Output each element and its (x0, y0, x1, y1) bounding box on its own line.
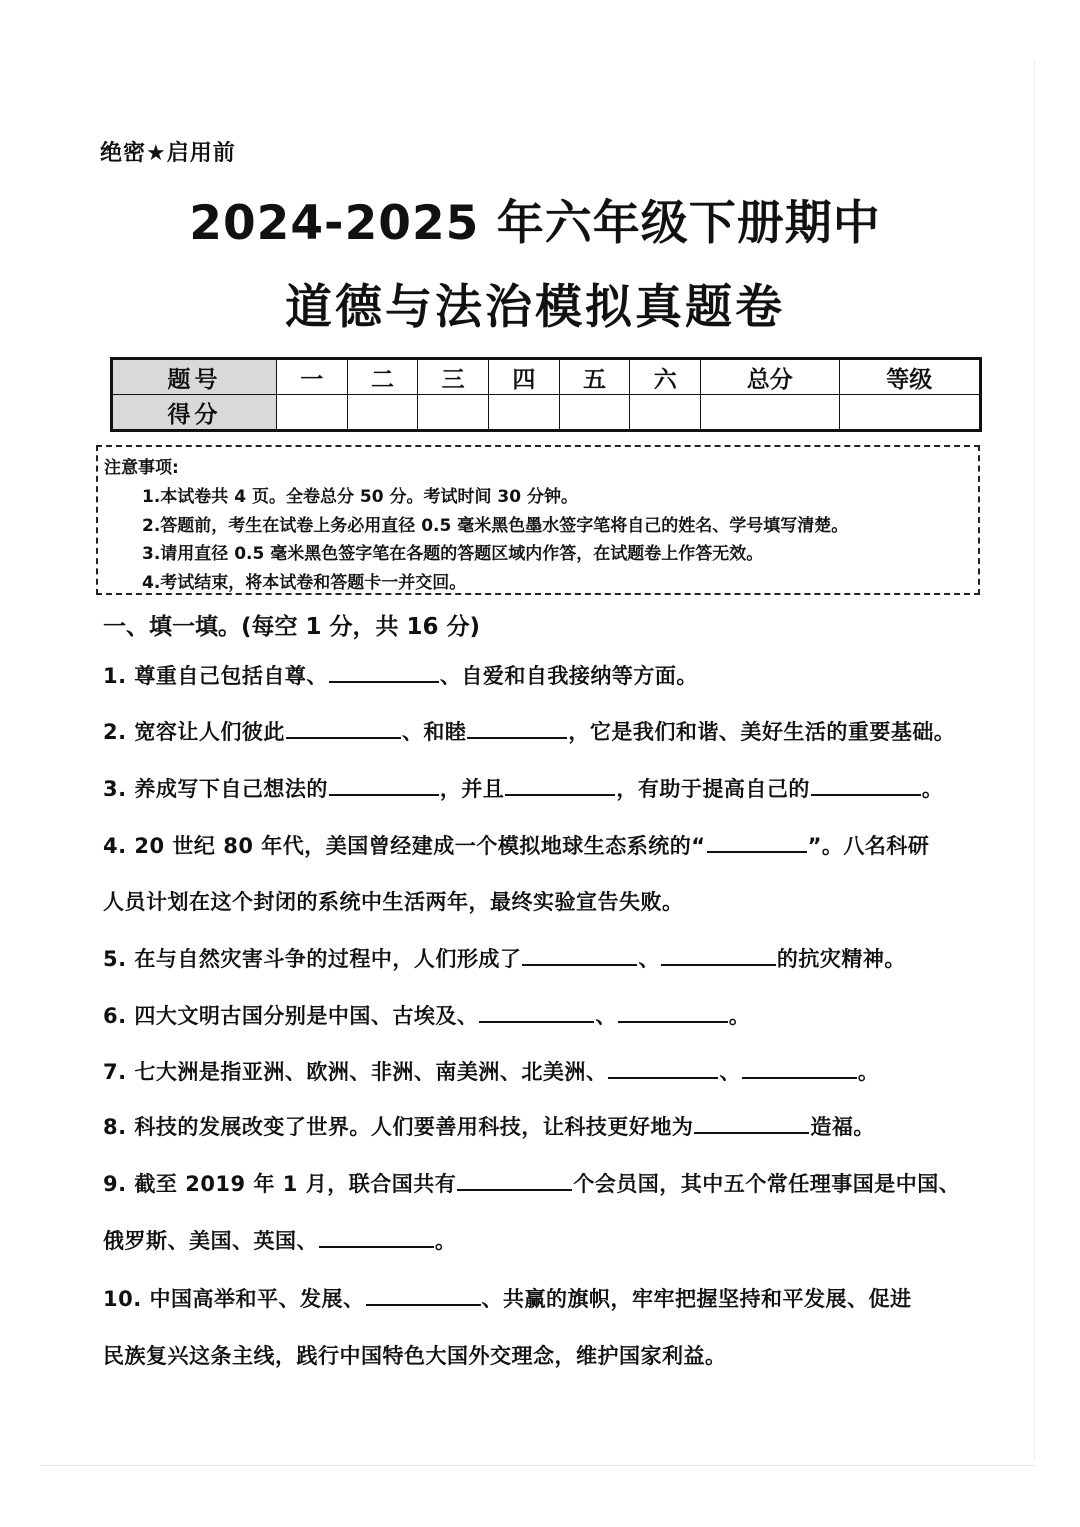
score-table-header-row (112, 359, 981, 395)
question-text: 2. 宽容让人们彼此 (103, 720, 285, 744)
question-text: 的抗灾精神。 (776, 947, 906, 971)
question-text: 造福。 (810, 1115, 875, 1139)
score-table-col-3: 三 (418, 359, 489, 395)
answer-blank[interactable] (329, 663, 439, 683)
question-text: ，并且 (439, 777, 505, 801)
answer-blank[interactable] (707, 833, 807, 853)
question-text: 、共赢的旗帜，牢牢把握坚持和平发展、促进 (481, 1287, 912, 1311)
notice-title: 注意事项: (104, 458, 179, 478)
question-text: 。 (857, 1060, 880, 1084)
exam-title-line2: 道德与法治模拟真题卷 (285, 280, 785, 335)
score-cell[interactable] (276, 395, 347, 431)
exam-title-line1: 2024-2025 年六年级下册期中 (189, 196, 881, 251)
question-text: 、 (595, 1004, 617, 1028)
score-table-label-score: 得分 (112, 395, 277, 431)
score-table-score-row (112, 395, 981, 431)
question-text: ，它是我们和谐、美好生活的重要基础。 (568, 720, 956, 744)
question-text: 10. 中国高举和平、发展、 (103, 1287, 365, 1311)
section-heading: 一、填一填。(每空 1 分，共 16 分) (103, 614, 481, 640)
question-text: 。 (921, 777, 944, 801)
question-9 (103, 1168, 983, 1198)
question-text: 、自爱和自我接纳等方面。 (439, 664, 698, 688)
question-5 (103, 943, 983, 973)
score-table (110, 357, 982, 432)
notice-box (96, 445, 980, 595)
answer-blank[interactable] (505, 776, 615, 796)
answer-blank[interactable] (742, 1059, 857, 1079)
answer-blank[interactable] (618, 1003, 728, 1023)
question-6 (103, 1000, 983, 1030)
question-text: ，有助于提高自己的 (616, 777, 810, 801)
question-text: 。 (728, 1004, 751, 1028)
answer-blank[interactable] (608, 1059, 718, 1079)
score-table-col-5: 五 (559, 359, 630, 395)
score-cell[interactable] (418, 395, 489, 431)
question-text: 、 (719, 1060, 741, 1084)
question-text: 8. 科技的发展改变了世界。人们要善用科技，让科技更好地为 (103, 1115, 694, 1139)
score-table-col-4: 四 (489, 359, 560, 395)
answer-blank[interactable] (319, 1228, 434, 1248)
question-10-line2: 民族复兴这条主线，践行中国特色大国外交理念，维护国家利益。 (103, 1344, 727, 1368)
score-table-label-question-number: 题号 (112, 359, 277, 395)
score-cell[interactable] (559, 395, 630, 431)
notice-item: 2.答题前，考生在试卷上务必用直径 0.5 毫米黑色墨水签字笔将自己的姓名、学号填写清楚。 (142, 515, 849, 536)
answer-blank[interactable] (661, 946, 776, 966)
answer-blank[interactable] (811, 776, 921, 796)
score-cell[interactable] (630, 395, 701, 431)
question-text: 俄罗斯、美国、英国、 (103, 1229, 318, 1253)
notice-item: 3.请用直径 0.5 毫米黑色签字笔在各题的答题区域内作答，在试题卷上作答无效。 (142, 544, 764, 564)
page-edge (40, 1465, 1035, 1466)
question-text: 6. 四大文明古国分别是中国、古埃及、 (103, 1004, 479, 1028)
notice-item: 4.考试结束，将本试卷和答题卡一并交回。 (142, 572, 467, 593)
score-cell[interactable] (701, 395, 839, 431)
answer-blank[interactable] (329, 776, 439, 796)
page-edge (1034, 60, 1035, 1460)
question-3 (103, 773, 983, 803)
question-text: 个会员国，其中五个常任理事国是中国、 (573, 1172, 961, 1196)
score-cell[interactable] (839, 395, 980, 431)
score-cell[interactable] (347, 395, 418, 431)
notice-list (142, 483, 848, 597)
question-7 (103, 1056, 983, 1086)
answer-blank[interactable] (457, 1171, 572, 1191)
question-text: 9. 截至 2019 年 1 月，联合国共有 (103, 1172, 457, 1196)
question-text: 7. 七大洲是指亚洲、欧洲、非洲、南美洲、北美洲、 (103, 1060, 608, 1084)
notice-item: 1.本试卷共 4 页。全卷总分 50 分。考试时间 30 分钟。 (142, 487, 578, 507)
answer-blank[interactable] (366, 1286, 481, 1306)
score-table-col-grade: 等级 (839, 359, 980, 395)
question-1 (103, 660, 983, 690)
answer-blank[interactable] (467, 719, 567, 739)
question-text: 3. 养成写下自己想法的 (103, 777, 328, 801)
score-cell[interactable] (489, 395, 560, 431)
score-table-col-total: 总分 (701, 359, 839, 395)
question-text: 5. 在与自然灾害斗争的过程中，人们形成了 (103, 947, 522, 971)
score-table-col-1: 一 (276, 359, 347, 395)
question-4-line2: 人员计划在这个封闭的系统中生活两年，最终实验宣告失败。 (103, 890, 684, 914)
question-10 (103, 1283, 983, 1313)
answer-blank[interactable] (479, 1003, 594, 1023)
answer-blank[interactable] (522, 946, 637, 966)
question-text: 4. 20 世纪 80 年代，美国曾经建成一个模拟地球生态系统的“ (103, 834, 706, 858)
question-8 (103, 1111, 983, 1141)
confidential-label: 绝密★启用前 (100, 141, 236, 166)
question-text: 、和睦 (401, 720, 467, 744)
answer-blank[interactable] (694, 1114, 809, 1134)
question-9-line2 (103, 1225, 983, 1255)
question-text: 。 (435, 1229, 457, 1253)
question-text: ”。八名科研 (807, 834, 930, 858)
score-table-col-6: 六 (630, 359, 701, 395)
question-4 (103, 830, 983, 860)
question-text: 、 (638, 947, 660, 971)
answer-blank[interactable] (286, 719, 401, 739)
question-text: 1. 尊重自己包括自尊、 (103, 664, 328, 688)
question-2 (103, 716, 983, 746)
score-table-col-2: 二 (347, 359, 418, 395)
